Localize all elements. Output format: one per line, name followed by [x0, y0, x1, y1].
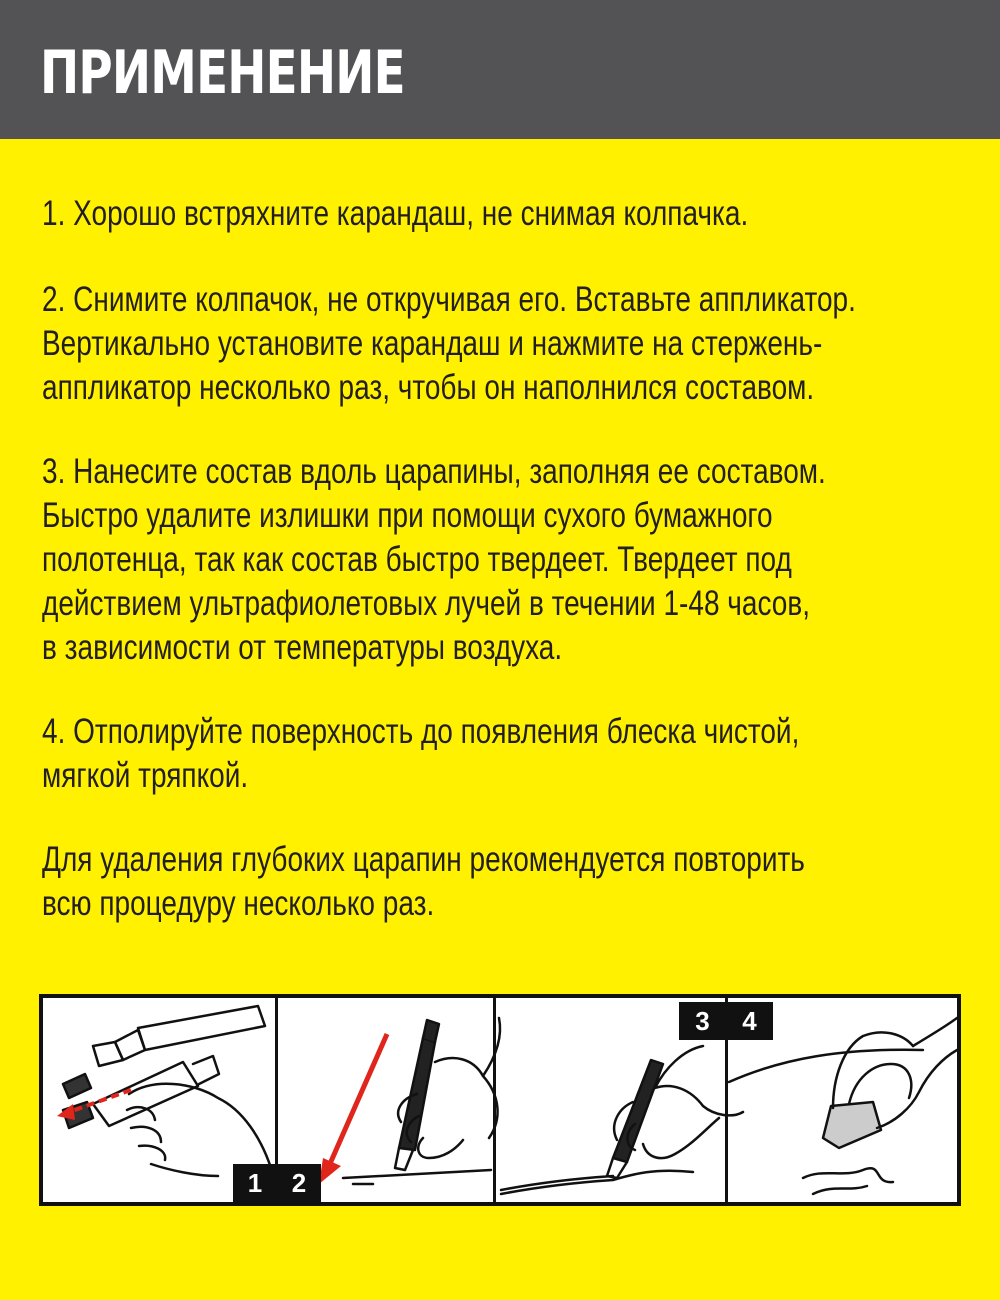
marker-cap-removal-icon: [63, 1006, 271, 1176]
step-badge-3-4: [679, 1002, 773, 1040]
marker-applicator-press-icon: [343, 1018, 500, 1184]
step-1: [42, 192, 925, 236]
page-title: ПРИМЕНЕНИЕ: [40, 38, 405, 108]
note-line: всю процедуру несколько раз.: [42, 884, 435, 923]
step-3: [42, 450, 1000, 670]
step-2-line: аппликатор несколько раз, чтобы он наполнился составом.: [42, 368, 815, 407]
step-3-line: 3. Нанесите состав вдоль царапины, заполняя ее составом.: [42, 452, 826, 491]
step-number-label: 1: [247, 1167, 263, 1198]
step-badge-1-2: [233, 1164, 321, 1202]
step-3-line: Быстро удалите излишки при помощи сухого бумажного: [42, 496, 773, 535]
header-bar: [0, 0, 1000, 139]
step-4: [42, 710, 989, 798]
step-2: [42, 278, 1000, 410]
step-number-label: 2: [291, 1167, 307, 1198]
step-2-line: Вертикально установите карандаш и нажмите на стержень-: [42, 324, 823, 363]
note-line: Для удаления глубоких царапин рекомендуется повторить: [42, 840, 805, 879]
step-3-line: в зависимости от температуры воздуха.: [42, 628, 563, 667]
deep-scratch-note: [42, 838, 996, 926]
panel-divider: [493, 998, 496, 1202]
step-4-line: мягкой тряпкой.: [42, 756, 249, 795]
step-3-line: полотенца, так как состав быстро твердеет. Твердеет под: [42, 540, 792, 579]
instruction-illustration-strip: [39, 994, 961, 1206]
step-number-label: 3: [695, 1005, 710, 1036]
illustration-drawing: [43, 998, 957, 1202]
step-4-line: 4. Отполируйте поверхность до появления блеска чистой,: [42, 712, 800, 751]
step-number-label: 4: [742, 1005, 757, 1036]
apply-along-scratch-icon: [501, 1046, 743, 1194]
red-arrow-icons: [57, 1034, 387, 1184]
step-2-line: 2. Снимите колпачок, не откручивая его. Вставьте аппликатор.: [42, 280, 856, 319]
step-3-line: действием ультрафиолетовых лучей в течении 1-48 часов,: [42, 584, 810, 623]
polish-with-cloth-icon: [729, 1018, 957, 1194]
step-1-line: 1. Хорошо встряхните карандаш, не снимая колпачка.: [42, 194, 749, 233]
